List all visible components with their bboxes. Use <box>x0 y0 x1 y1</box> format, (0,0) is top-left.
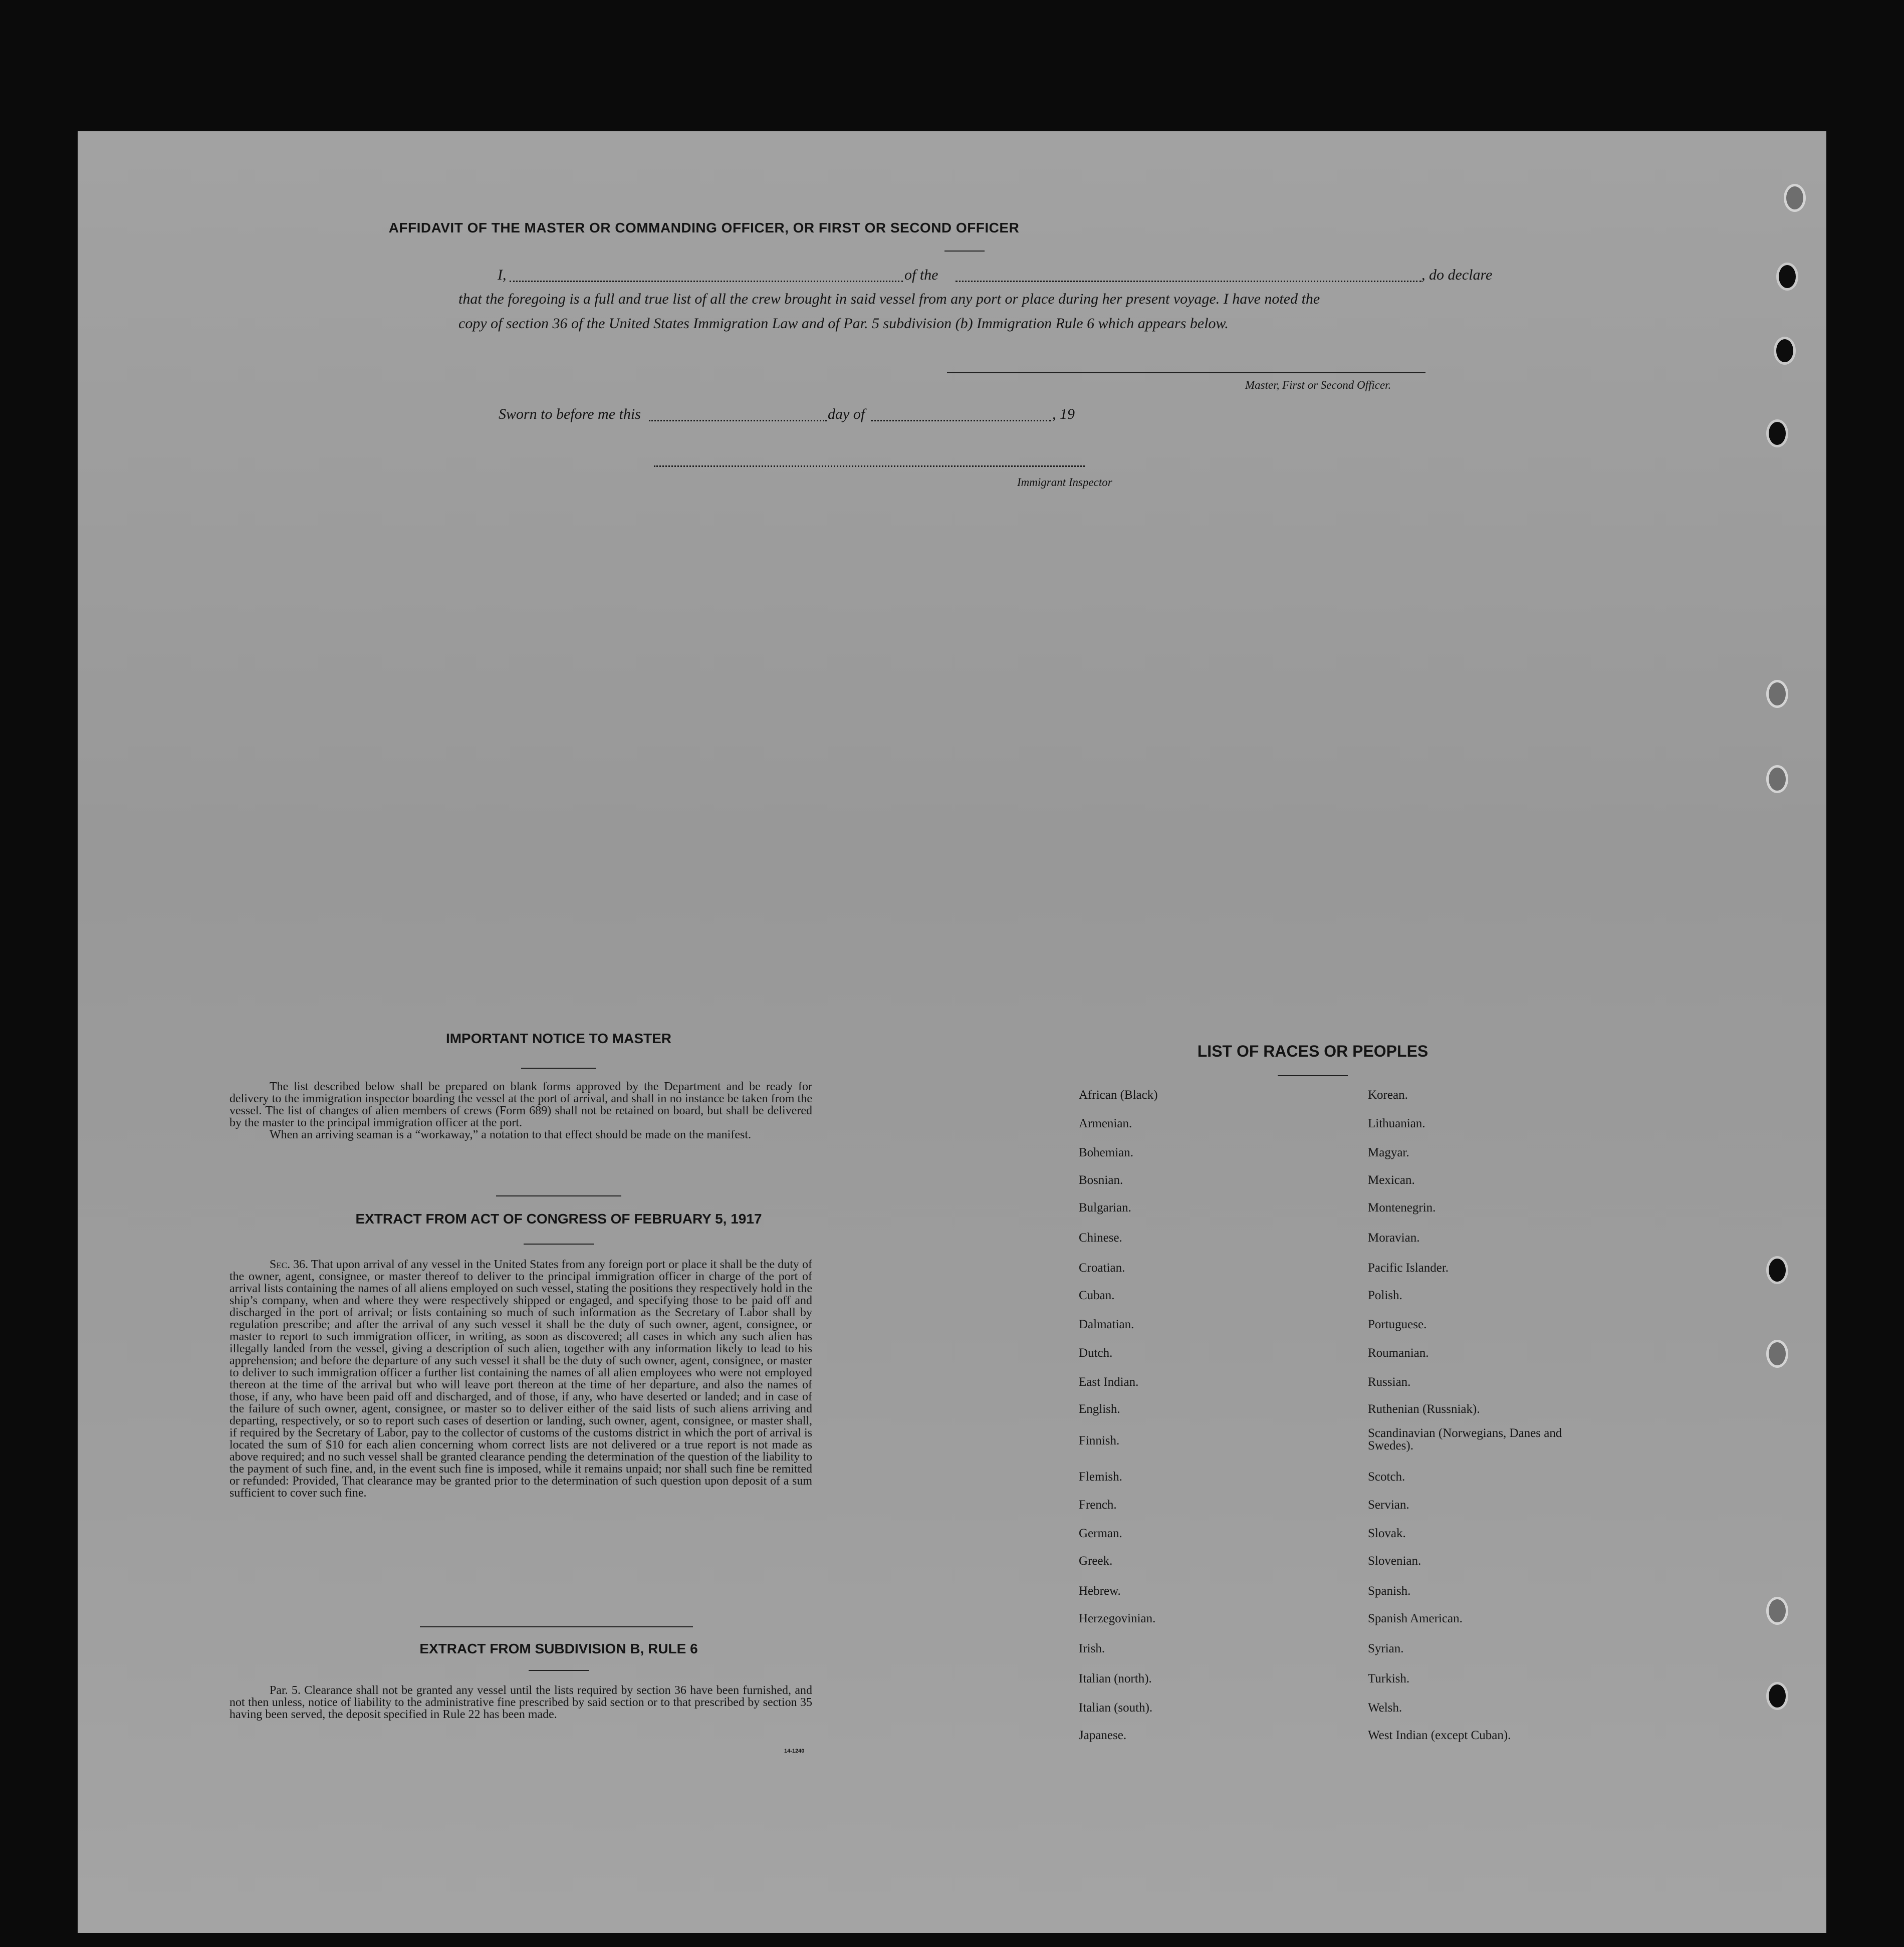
affidavit-line-3: copy of section 36 of the United States Immigration Law and of Par. 5 subdivision (b) Immigration Rule 6 which appears below. <box>458 315 1229 332</box>
race-item: Scandinavian (Norwegians, Danes and Swedes). <box>1368 1426 1562 1452</box>
punch-hole-icon <box>1766 680 1788 708</box>
race-item: Scotch. <box>1368 1470 1405 1484</box>
act-body <box>229 1259 812 1499</box>
inspector-label: Immigrant Inspector <box>1017 476 1112 489</box>
race-item: Montenegrin. <box>1368 1201 1436 1214</box>
affidavit-declare-label: , do declare <box>1421 267 1493 283</box>
punch-hole-icon <box>1766 1256 1788 1284</box>
master-signature-line[interactable] <box>947 372 1425 373</box>
race-item: Italian (north). <box>1079 1672 1152 1685</box>
rule-body <box>229 1684 812 1721</box>
race-item: Flemish. <box>1079 1470 1122 1484</box>
race-item: Turkish. <box>1368 1672 1410 1685</box>
manifest-sheet <box>78 131 1826 1933</box>
master-signature-label: Master, First or Second Officer. <box>1245 379 1391 391</box>
punch-hole-icon <box>1774 337 1796 365</box>
race-item: Chinese. <box>1079 1231 1122 1245</box>
act-title: EXTRACT FROM ACT OF CONGRESS OF FEBRUARY 5, 1917 <box>355 1211 762 1227</box>
race-item: English. <box>1079 1402 1120 1416</box>
rule-paragraph: Par. 5. Clearance shall not be granted any vessel until the lists required by section 36 have been furnished, and not then unless, notice of liability to the administrative fine prescribed by said section or to that prescribed by section 35 having been served, the deposit specified in Rule 22 has been made. <box>229 1684 812 1721</box>
race-item: Hebrew. <box>1079 1584 1121 1598</box>
race-item: Moravian. <box>1368 1231 1420 1245</box>
race-item: West Indian (except Cuban). <box>1368 1729 1511 1742</box>
race-item: Armenian. <box>1079 1117 1132 1130</box>
race-item: African (Black) <box>1079 1088 1158 1102</box>
race-item: Croatian. <box>1079 1261 1125 1275</box>
punch-hole-icon <box>1766 1340 1788 1368</box>
divider <box>944 251 985 252</box>
punch-hole-icon <box>1766 1597 1788 1625</box>
race-item: Welsh. <box>1368 1701 1402 1715</box>
race-item: Slovenian. <box>1368 1554 1421 1568</box>
form-number: 14-1240 <box>784 1748 805 1754</box>
race-item: Italian (south). <box>1079 1701 1153 1715</box>
race-item: Herzegovinian. <box>1079 1612 1156 1625</box>
punch-hole-icon <box>1766 1682 1788 1710</box>
race-item: Russian. <box>1368 1375 1411 1389</box>
punch-hole-icon <box>1766 419 1788 447</box>
race-item: Irish. <box>1079 1642 1105 1655</box>
divider <box>521 1068 596 1069</box>
section-36-text: That upon arrival of any vessel in the United States from any foreign port or place it shall be the duty of the owner, agent, consignee, or master thereof to deliver to the principal immigration officer in charge of the port of arrival lists containing the names of all aliens employed on such vessel, stating the positions they respectively hold in the ship’s company, when and where they were respectively shipped or engaged, and specifying those to be paid off and discharged in the port of arrival; or lists containing so much of such information as the Secretary of Labor shall by regulation prescribe; and after the arrival of any such vessel it shall be the duty of such owner, agent, consignee, or master to report to such immigration officer, in writing, as soon as discovered; all cases in which any such alien has illegally landed from the vessel, giving a description of such alien, together with any information likely to lead to his apprehension; and before the departure of any such vessel it shall be the duty of such owner, agent, consignee, or master to deliver to such immigration officer a further list containing the names of all alien employees who were not employed thereon at the time of the arrival but who will leave port thereon at the time of her departure, and also the names of those, if any, who have been paid off and discharged, and of those, if any, who have deserted or landed; and in case of the failure of such owner, agent, consignee, or master so to deliver either of the said lists of such aliens arriving and departing, respectively, or so to report such cases of desertion or landing, such owner, agent, consignee, or master shall, if required by the Secretary of Labor, pay to the collector of customs of the customs district in which the port of arrival is located the sum of $10 for each alien concerning whom correct lists are not delivered or a true report is not made as above required; and no such vessel shall be granted clearance pending the determination of the question of the liability to the payment of such fine, and, in the event such fine is imposed, while it remains unpaid; nor shall such fine be remitted or refunded: Provided, That clearance may be granted prior to the determination of such question upon deposit of a sum sufficient to cover such fine. <box>229 1258 812 1500</box>
race-item: Cuban. <box>1079 1289 1115 1302</box>
race-item: Magyar. <box>1368 1146 1409 1159</box>
race-item: Mexican. <box>1368 1173 1415 1187</box>
punch-hole-icon <box>1776 263 1798 291</box>
affidavit-of-the-label: of the <box>904 267 938 283</box>
race-item: Syrian. <box>1368 1642 1404 1655</box>
race-item: Dalmatian. <box>1079 1318 1134 1331</box>
race-item: East Indian. <box>1079 1375 1139 1389</box>
affidavit-title: AFFIDAVIT OF THE MASTER OR COMMANDING OFFICER, OR FIRST OR SECOND OFFICER <box>388 220 1020 235</box>
sworn-day-field[interactable] <box>649 420 827 421</box>
race-item: Ruthenian (Russniak). <box>1368 1402 1480 1416</box>
notice-body <box>229 1081 812 1141</box>
race-item: Spanish. <box>1368 1584 1411 1598</box>
divider <box>524 1244 594 1245</box>
race-item: Bohemian. <box>1079 1146 1134 1159</box>
race-item: Finnish. <box>1079 1434 1120 1447</box>
race-item: Servian. <box>1368 1498 1409 1512</box>
race-item: Slovak. <box>1368 1527 1406 1540</box>
affidavit-i-label: I, <box>498 267 507 283</box>
race-item: Korean. <box>1368 1088 1408 1102</box>
race-item: Japanese. <box>1079 1729 1127 1742</box>
rule-title: EXTRACT FROM SUBDIVISION B, RULE 6 <box>419 1641 698 1656</box>
race-item: Portuguese. <box>1368 1318 1427 1331</box>
sworn-month-field[interactable] <box>871 420 1051 421</box>
race-item: French. <box>1079 1498 1117 1512</box>
sworn-label: Sworn to before me this <box>499 406 641 422</box>
affidavit-line-2: that the foregoing is a full and true list of all the crew brought in said vessel from any port or place during her present voyage. I have noted the <box>458 291 1320 307</box>
section-label: Sec. 36. <box>270 1258 309 1271</box>
punch-hole-icon <box>1784 184 1806 212</box>
notice-paragraph-2: When an arriving seaman is a “workaway,” a notation to that effect should be made on the manifest. <box>270 1128 751 1141</box>
divider <box>1278 1075 1348 1076</box>
notice-title: IMPORTANT NOTICE TO MASTER <box>445 1031 672 1046</box>
name-field[interactable] <box>510 281 903 282</box>
race-item: German. <box>1079 1527 1122 1540</box>
divider <box>420 1626 693 1627</box>
divider <box>529 1670 589 1671</box>
year-label: , 19 <box>1052 406 1075 422</box>
race-item: Dutch. <box>1079 1346 1113 1360</box>
inspector-signature-line[interactable] <box>654 465 1085 467</box>
divider <box>496 1195 621 1196</box>
race-item: Roumanian. <box>1368 1346 1429 1360</box>
punch-hole-icon <box>1766 765 1788 793</box>
race-item: Bosnian. <box>1079 1173 1123 1187</box>
race-item: Lithuanian. <box>1368 1117 1425 1130</box>
race-item: Spanish American. <box>1368 1612 1463 1625</box>
race-item: Pacific Islander. <box>1368 1261 1449 1275</box>
race-item: Polish. <box>1368 1289 1402 1302</box>
notice-paragraph-1: The list described below shall be prepared on blank forms approved by the Department and be ready for delivery to the immigration inspector boarding the vessel at the port of arrival, and shall in no instance be taken from the vessel. The list of changes of alien members of crews (Form 689) shall not be retained on board, but shall be delivered by the master to the principal immigration officer at the port. <box>229 1080 812 1129</box>
race-item: Greek. <box>1079 1554 1113 1568</box>
races-title: LIST OF RACES OR PEOPLES <box>1197 1042 1429 1060</box>
race-item: Bulgarian. <box>1079 1201 1131 1214</box>
day-of-label: day of <box>828 406 865 422</box>
vessel-field[interactable] <box>956 281 1421 282</box>
